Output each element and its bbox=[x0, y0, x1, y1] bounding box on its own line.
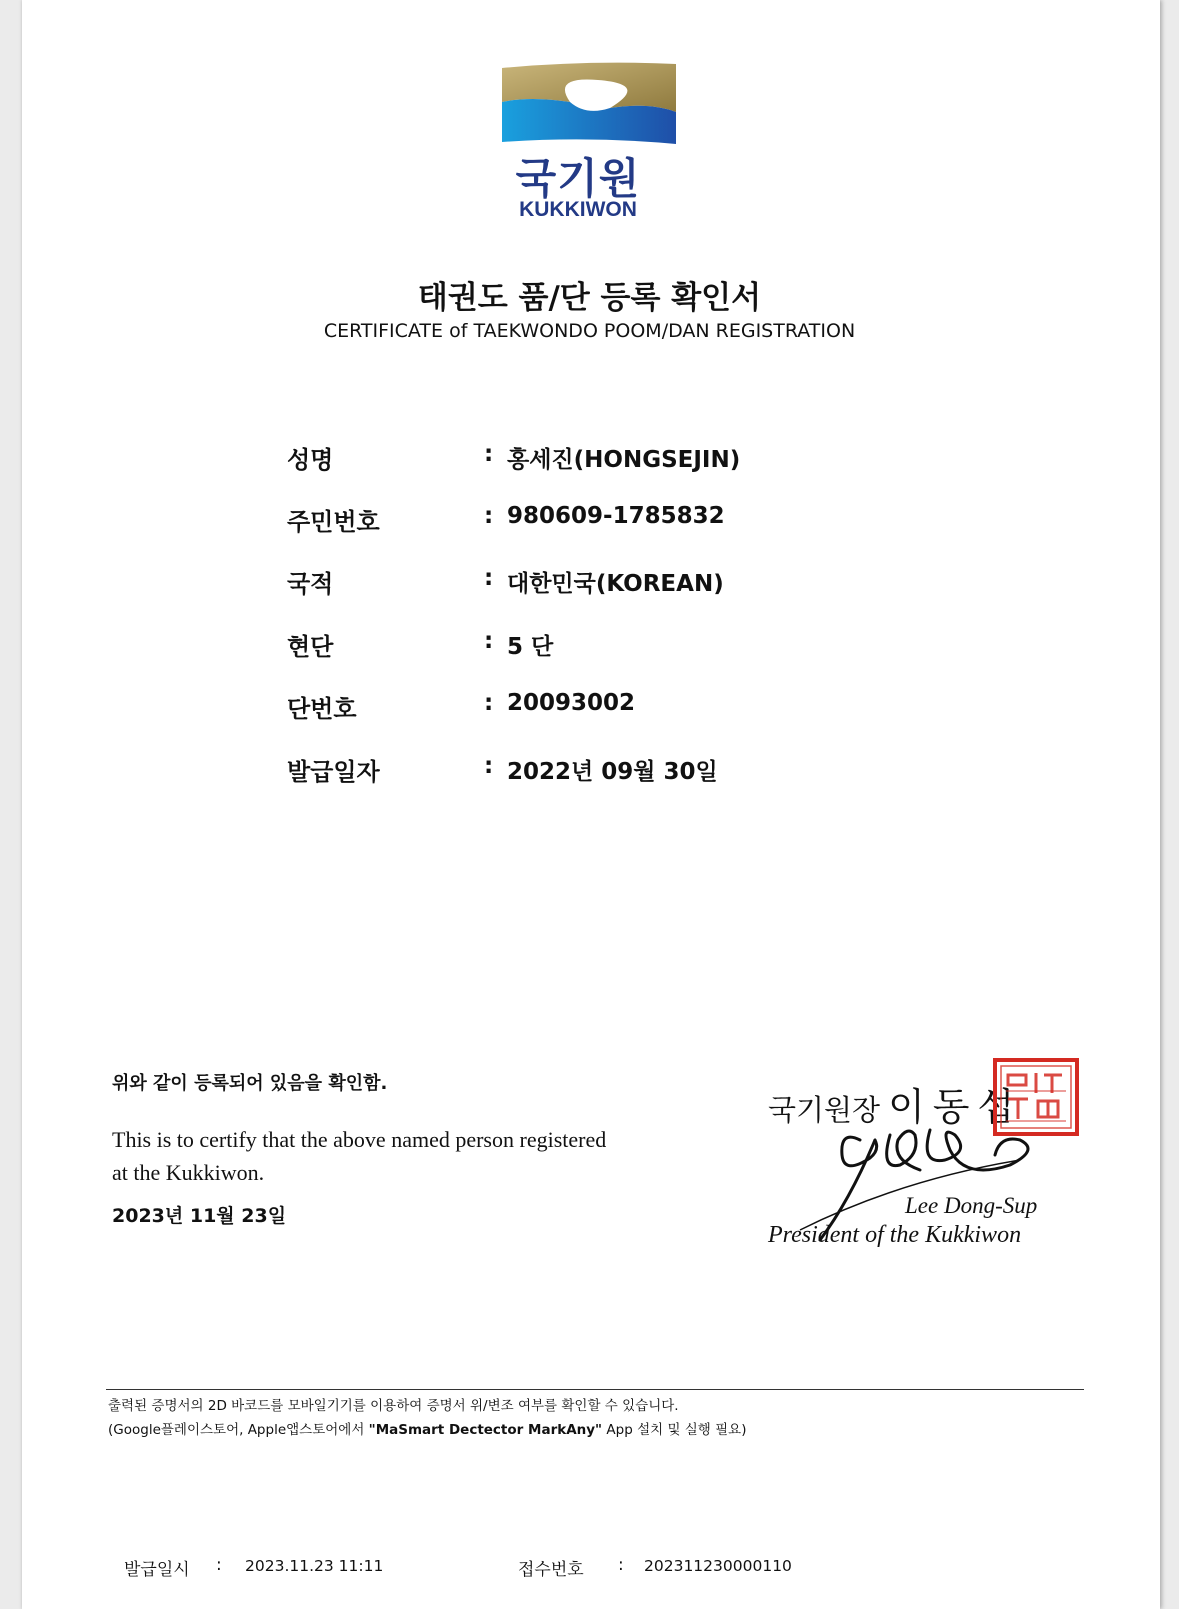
field-value: 대한민국(KOREAN) bbox=[507, 571, 724, 597]
field-label: 주민번호 bbox=[287, 508, 380, 536]
field-value: 5 단 bbox=[507, 634, 554, 660]
field-label: 현단 bbox=[287, 633, 334, 661]
app-notice-suffix: App 설치 및 실행 필요) bbox=[602, 1422, 747, 1438]
issue-datetime-label: 발급일시 bbox=[124, 1560, 190, 1580]
field-colon: : bbox=[484, 565, 494, 591]
field-label: 발급일자 bbox=[287, 758, 380, 786]
kukkiwon-emblem-icon bbox=[500, 62, 678, 144]
certificate-page bbox=[22, 0, 1160, 1609]
president-title-korean: 국기원장 bbox=[768, 1093, 881, 1127]
confirmation-korean: 위와 같이 등록되어 있음을 확인함. bbox=[112, 1073, 388, 1094]
logo-english-text: KUKKIWON bbox=[519, 198, 637, 221]
confirmation-date: 2023년 11월 23일 bbox=[112, 1205, 287, 1227]
field-value: 홍세진(HONGSEJIN) bbox=[507, 447, 741, 473]
receipt-number-value: 202311230000110 bbox=[644, 1557, 792, 1575]
app-notice-prefix: (Google플레이스토어, Apple앱스토어에서 bbox=[108, 1422, 369, 1438]
app-install-notice bbox=[108, 1418, 747, 1438]
field-colon: : bbox=[484, 441, 494, 467]
field-colon: : bbox=[484, 753, 494, 779]
issue-datetime-value: 2023.11.23 11:11 bbox=[245, 1557, 384, 1575]
field-value: 980609-1785832 bbox=[507, 503, 725, 529]
certificate-title-korean: 태권도 품/단 등록 확인서 bbox=[417, 280, 762, 316]
field-value: 20093002 bbox=[507, 690, 636, 716]
field-colon: : bbox=[484, 503, 494, 529]
president-title-english: President of the Kukkiwon bbox=[768, 1222, 1022, 1248]
confirmation-english: This is to certify that the above named person registered at the Kukkiwon. bbox=[112, 1127, 607, 1185]
issue-datetime-colon: : bbox=[216, 1555, 222, 1575]
certificate-title-english: CERTIFICATE of TAEKWONDO POOM/DAN REGISTRATION bbox=[323, 320, 856, 342]
field-colon: : bbox=[484, 628, 494, 654]
field-label: 성명 bbox=[287, 446, 334, 474]
footer-divider bbox=[106, 1389, 1084, 1390]
kukkiwon-logo bbox=[478, 62, 678, 222]
app-name: "MaSmart Dectector MarkAny" bbox=[368, 1422, 603, 1438]
verification-notice: 출력된 증명서의 2D 바코드를 모바일기기를 이용하여 증명서 위/변조 여부를 확인할 수 있습니다. bbox=[108, 1398, 679, 1414]
receipt-number-colon: : bbox=[618, 1555, 624, 1575]
field-value: 2022년 09월 30일 bbox=[507, 759, 718, 785]
receipt-number-label: 접수번호 bbox=[518, 1560, 584, 1580]
president-name-english: Lee Dong-Sup bbox=[905, 1193, 1038, 1218]
field-colon: : bbox=[484, 690, 494, 716]
logo-korean-text: 국기원 bbox=[515, 154, 641, 203]
president-name-korean: 이동섭 bbox=[888, 1085, 1023, 1129]
field-label: 단번호 bbox=[287, 695, 357, 723]
field-label: 국적 bbox=[287, 570, 334, 598]
